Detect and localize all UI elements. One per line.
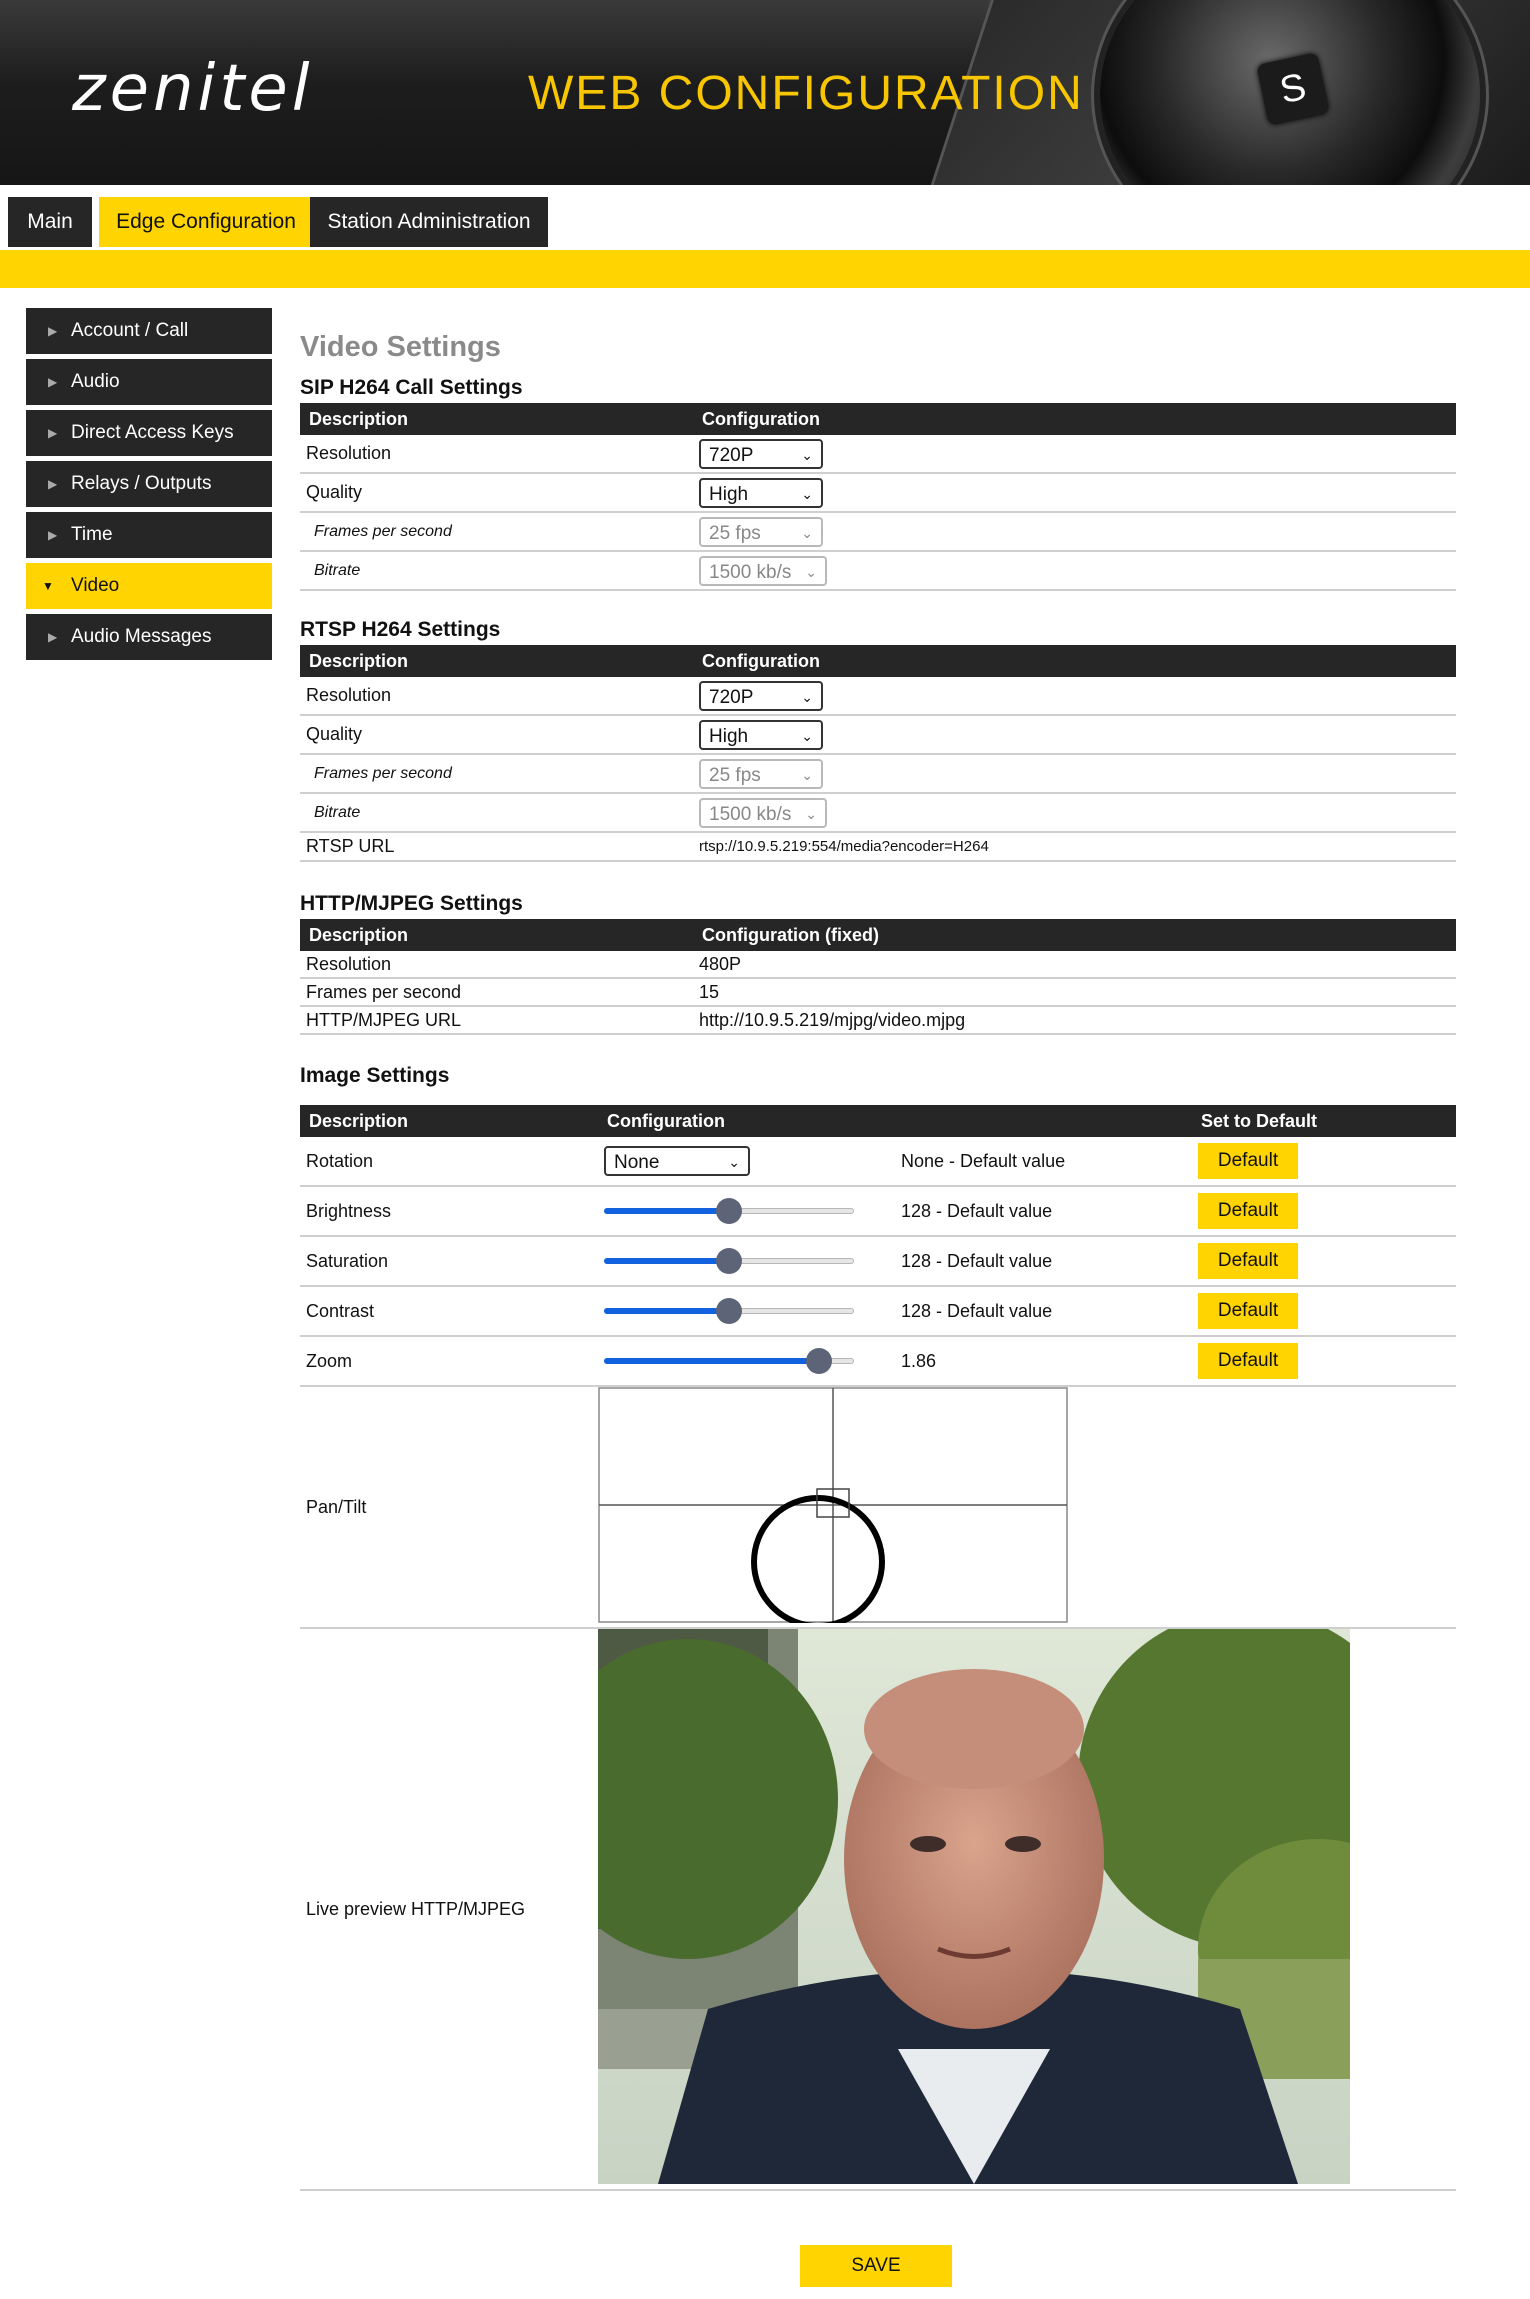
table-row — [300, 551, 1456, 590]
table-row — [300, 951, 1456, 978]
row-value: 15 — [693, 978, 1456, 1006]
status-text: 1.86 — [893, 1336, 1192, 1386]
sidebar-item-audio-messages[interactable] — [26, 614, 272, 660]
mjpeg-settings-table — [300, 919, 1456, 1035]
row-label: Resolution — [300, 677, 693, 715]
row-label: Pan/Tilt — [300, 1386, 598, 1628]
zoom-slider[interactable] — [604, 1347, 854, 1375]
column-header: Description — [300, 1105, 598, 1137]
tab-station-administration[interactable]: Station Administration — [310, 197, 548, 247]
tab-edge-configuration[interactable]: Edge Configuration — [99, 197, 313, 247]
rtsp-fps-select — [699, 759, 823, 789]
row-label: Frames per second — [300, 978, 693, 1006]
table-row — [300, 832, 1456, 861]
chevron-down-icon: ⌄ — [728, 1154, 740, 1170]
rtsp-resolution-select[interactable] — [699, 681, 823, 711]
row-label: Frames per second — [300, 512, 693, 551]
rotation-default-button[interactable]: Default — [1198, 1143, 1298, 1179]
table-row — [300, 512, 1456, 551]
section-title-sip: SIP H264 Call Settings — [300, 376, 523, 399]
sidebar-item-account-call[interactable] — [26, 308, 272, 354]
select-value: 1500 kb/s — [709, 561, 792, 583]
contrast-slider[interactable] — [604, 1297, 854, 1325]
column-header: Configuration — [693, 403, 1456, 435]
chevron-down-icon: ⌄ — [801, 446, 813, 463]
row-label: Bitrate — [300, 551, 693, 590]
chevron-right-icon: ▶ — [48, 528, 58, 542]
table-row — [300, 1236, 1456, 1286]
column-header: Description — [300, 645, 693, 677]
select-value: 25 fps — [709, 522, 761, 544]
chevron-down-icon: ⌄ — [805, 563, 817, 580]
sip-resolution-select[interactable] — [699, 439, 823, 469]
row-label: Resolution — [300, 435, 693, 473]
row-label: Quality — [300, 473, 693, 512]
rtsp-settings-table — [300, 645, 1456, 862]
table-row — [300, 754, 1456, 793]
section-title-image: Image Settings — [300, 1064, 450, 1087]
tab-underline-bar — [0, 250, 1530, 288]
row-label: Live preview HTTP/MJPEG — [300, 1628, 598, 2190]
section-title-rtsp: RTSP H264 Settings — [300, 618, 501, 641]
zenitel-logo: zenitel — [72, 52, 314, 126]
sidebar-item-direct-access-keys[interactable] — [26, 410, 272, 456]
select-value: 720P — [709, 444, 754, 466]
sidebar-item-label: Audio Messages — [71, 626, 212, 647]
sidebar-item-label: Relays / Outputs — [71, 473, 212, 494]
zoom-default-button[interactable]: Default — [1198, 1343, 1298, 1379]
rtsp-quality-select[interactable] — [699, 720, 823, 750]
select-value: 25 fps — [709, 764, 761, 786]
sidebar-item-label: Direct Access Keys — [71, 422, 234, 443]
rtsp-bitrate-select — [699, 798, 827, 828]
select-value: High — [709, 483, 749, 505]
chevron-down-icon: ⌄ — [801, 727, 813, 744]
row-label: Rotation — [300, 1137, 598, 1186]
column-header: Configuration (fixed) — [693, 919, 1456, 951]
slider-handle[interactable] — [716, 1298, 742, 1324]
row-label: Bitrate — [300, 793, 693, 832]
select-value: High — [709, 725, 749, 747]
chevron-right-icon: ▶ — [48, 630, 58, 644]
table-row — [300, 793, 1456, 832]
slider-handle[interactable] — [806, 1348, 832, 1374]
table-row — [300, 1386, 1456, 1628]
column-header: Description — [300, 403, 693, 435]
saturation-default-button[interactable]: Default — [1198, 1243, 1298, 1279]
sip-bitrate-select — [699, 556, 827, 586]
chevron-right-icon: ▶ — [48, 375, 58, 389]
status-text: 128 - Default value — [893, 1236, 1192, 1286]
row-label: Resolution — [300, 951, 693, 978]
table-row — [300, 1628, 1456, 2190]
page-title: Video Settings — [300, 331, 501, 363]
pan-tilt-control[interactable] — [598, 1387, 1068, 1623]
table-row — [300, 677, 1456, 715]
chevron-down-icon: ⌄ — [801, 524, 813, 541]
select-value: 720P — [709, 686, 754, 708]
status-text: 128 - Default value — [893, 1186, 1192, 1236]
rotation-select[interactable] — [604, 1146, 750, 1176]
sidebar-item-video[interactable] — [26, 563, 272, 609]
mjpeg-url-value: http://10.9.5.219/mjpg/video.mjpg — [693, 1006, 1456, 1034]
table-row — [300, 1137, 1456, 1186]
chevron-down-icon: ⌄ — [805, 805, 817, 822]
sip-settings-table — [300, 403, 1456, 591]
sidebar-item-relays-outputs[interactable] — [26, 461, 272, 507]
row-label: Saturation — [300, 1236, 598, 1286]
table-row — [300, 1336, 1456, 1386]
column-header: Set to Default — [1192, 1105, 1456, 1137]
sidebar-item-label: Account / Call — [71, 320, 189, 341]
table-row — [300, 715, 1456, 754]
table-row — [300, 1186, 1456, 1236]
row-label: Contrast — [300, 1286, 598, 1336]
slider-handle[interactable] — [716, 1248, 742, 1274]
section-title-mjpeg: HTTP/MJPEG Settings — [300, 892, 523, 915]
select-value: None — [614, 1152, 660, 1173]
zenitel-badge-icon: S — [1256, 52, 1330, 126]
brightness-slider[interactable] — [604, 1197, 854, 1225]
saturation-slider[interactable] — [604, 1247, 854, 1275]
row-label: Zoom — [300, 1336, 598, 1386]
main-content — [300, 325, 1456, 2191]
sidebar-item-label: Time — [71, 524, 113, 545]
chevron-down-icon: ▼ — [42, 579, 54, 593]
slider-handle[interactable] — [716, 1198, 742, 1224]
tab-main[interactable]: Main — [8, 197, 92, 247]
sidebar-item-audio[interactable] — [26, 359, 272, 405]
chevron-down-icon: ⌄ — [801, 766, 813, 783]
chevron-down-icon: ⌄ — [801, 688, 813, 705]
header-banner — [0, 0, 1530, 185]
sidebar-item-time[interactable] — [26, 512, 272, 558]
chevron-right-icon: ▶ — [48, 426, 58, 440]
table-row — [300, 1286, 1456, 1336]
status-text: None - Default value — [893, 1137, 1192, 1186]
brightness-default-button[interactable]: Default — [1198, 1193, 1298, 1229]
table-row — [300, 978, 1456, 1006]
sidebar-item-label: Video — [71, 575, 120, 596]
table-row — [300, 435, 1456, 473]
table-row — [300, 1006, 1456, 1034]
row-label: RTSP URL — [300, 832, 693, 861]
save-button[interactable]: SAVE — [800, 2245, 952, 2287]
select-value: 1500 kb/s — [709, 803, 792, 825]
sidebar — [26, 308, 272, 665]
chevron-right-icon: ▶ — [48, 324, 58, 338]
table-row — [300, 473, 1456, 512]
chevron-right-icon: ▶ — [48, 477, 58, 491]
row-label: Frames per second — [300, 754, 693, 793]
sidebar-item-label: Audio — [71, 371, 120, 392]
row-value: 480P — [693, 951, 1456, 978]
page-header-title: WEB CONFIGURATION — [528, 67, 1084, 120]
rtsp-url-value: rtsp://10.9.5.219:554/media?encoder=H264 — [693, 832, 1456, 861]
column-header: Description — [300, 919, 693, 951]
live-preview-image — [598, 1629, 1350, 2184]
contrast-default-button[interactable]: Default — [1198, 1293, 1298, 1329]
column-header: Configuration — [693, 645, 1456, 677]
row-label: HTTP/MJPEG URL — [300, 1006, 693, 1034]
image-settings-table — [300, 1105, 1456, 2191]
status-text: 128 - Default value — [893, 1286, 1192, 1336]
row-label: Brightness — [300, 1186, 598, 1236]
column-header: Configuration — [598, 1105, 893, 1137]
sip-fps-select — [699, 517, 823, 547]
sip-quality-select[interactable] — [699, 478, 823, 508]
chevron-down-icon: ⌄ — [801, 485, 813, 502]
row-label: Quality — [300, 715, 693, 754]
